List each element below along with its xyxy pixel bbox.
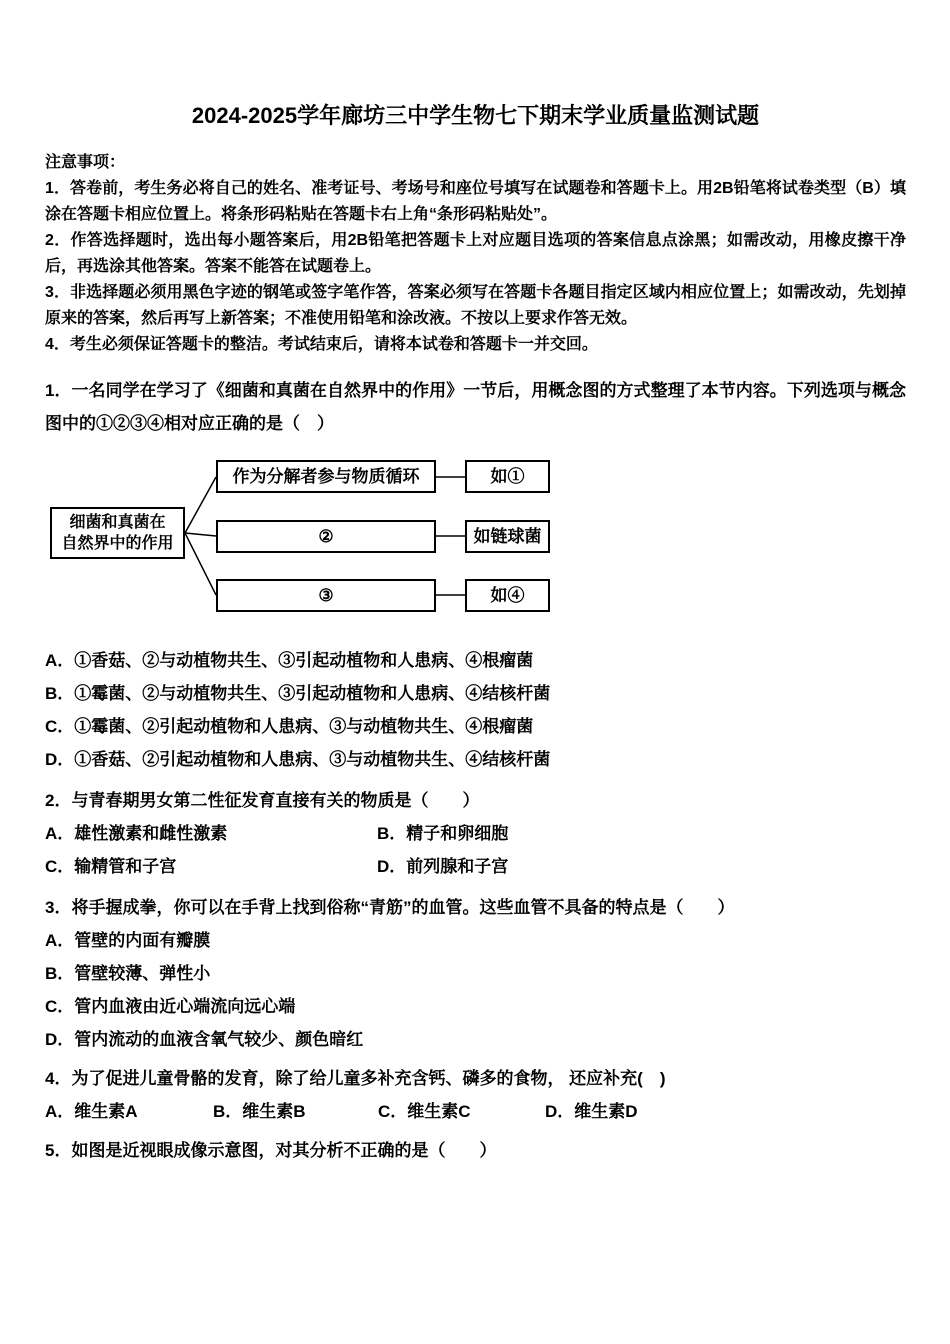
notice-section	[45, 150, 906, 358]
question-4	[45, 1062, 906, 1128]
option-line: B．精子和卵细胞	[377, 824, 509, 843]
option-line: D．①香菇、②引起动植物和人患病、③与动植物共生、④结核杆菌	[45, 750, 551, 769]
question-stem: 1．一名同学在学习了《细菌和真菌在自然界中的作用》一节后，用概念图的方式整理了本节内容。下列选项与概念图中的①②③④相对应正确的是（ ）	[45, 381, 906, 433]
diagram-mid-box: ②	[216, 520, 436, 553]
notice-heading: 注意事项：	[45, 154, 126, 171]
notice-item: 1．答卷前，考生务必将自己的姓名、准考证号、考场号和座位号填写在试题卷和答题卡上。用2B铅笔将试卷类型（B）填涂在答题卡相应位置上。将条形码粘贴在答题卡右上角“条形码粘贴处”。	[45, 180, 906, 223]
option-line: B．①霉菌、②与动植物共生、③引起动植物和人患病、④结核杆菌	[45, 684, 551, 703]
question-2-options	[45, 817, 906, 883]
question-stem: 4．为了促进儿童骨骼的发育，除了给儿童多补充含钙、磷多的食物， 还应补充( )	[45, 1069, 666, 1088]
option-line: C．输精管和子宫	[45, 857, 177, 876]
diagram-mid-box: ③	[216, 579, 436, 612]
concept-diagram	[45, 452, 605, 624]
option-line: B．管壁较薄、弹性小	[45, 964, 211, 983]
question-stem: 3．将手握成拳，你可以在手背上找到俗称“青筋”的血管。这些血管不具备的特点是（ ）	[45, 898, 735, 917]
notice-item: 4．考生必须保证答题卡的整洁。考试结束后，请将本试卷和答题卡一并交回。	[45, 336, 598, 353]
question-4-options	[45, 1095, 906, 1128]
option-line: B．维生素B	[213, 1102, 306, 1121]
diagram-right-box: 如①	[465, 460, 550, 493]
question-3	[45, 891, 906, 1056]
question-1-options	[45, 644, 906, 776]
page-title: 2024-2025学年廊坊三中学生物七下期末学业质量监测试题	[191, 103, 760, 128]
option-line: D．维生素D	[545, 1102, 638, 1121]
option-line: A．雄性激素和雌性激素	[45, 824, 228, 843]
diagram-mid-box: 作为分解者参与物质循环	[216, 460, 436, 493]
option-line: A．维生素A	[45, 1102, 138, 1121]
question-stem: 2．与青春期男女第二性征发育直接有关的物质是（ ）	[45, 791, 480, 810]
question-1	[45, 374, 906, 776]
question-2	[45, 784, 906, 883]
option-line: C．维生素C	[378, 1102, 471, 1121]
option-line: C．①霉菌、②引起动植物和人患病、③与动植物共生、④根瘤菌	[45, 717, 534, 736]
question-stem: 5．如图是近视眼成像示意图，对其分析不正确的是（ ）	[45, 1141, 497, 1160]
diagram-root-line-1: 细菌和真菌在	[69, 514, 166, 531]
option-line: D．管内流动的血液含氧气较少、颜色暗红	[45, 1030, 364, 1049]
diagram-root-line-2: 自然界中的作用	[61, 535, 174, 552]
diagram-right-box: 如链球菌	[465, 520, 550, 553]
diagram-right-box: 如④	[465, 579, 550, 612]
option-line: A．①香菇、②与动植物共生、③引起动植物和人患病、④根瘤菌	[45, 651, 534, 670]
option-line: D．前列腺和子宫	[377, 857, 509, 876]
notice-item: 2．作答选择题时，选出每小题答案后，用2B铅笔把答题卡上对应题目选项的答案信息点涂黑；如需改动，用橡皮擦干净后，再选涂其他答案。答案不能答在试题卷上。	[45, 232, 906, 275]
option-line: A．管壁的内面有瓣膜	[45, 931, 211, 950]
option-line: C．管内血液由近心端流向远心端	[45, 997, 296, 1016]
diagram-root-box	[50, 507, 185, 559]
question-5	[45, 1134, 906, 1167]
notice-item: 3．非选择题必须用黑色字迹的钢笔或签字笔作答，答案必须写在答题卡各题目指定区域内相应位置上；如需改动，先划掉原来的答案，然后再写上新答案；不准使用铅笔和涂改液。不按以上要求作答无效。	[45, 284, 906, 327]
